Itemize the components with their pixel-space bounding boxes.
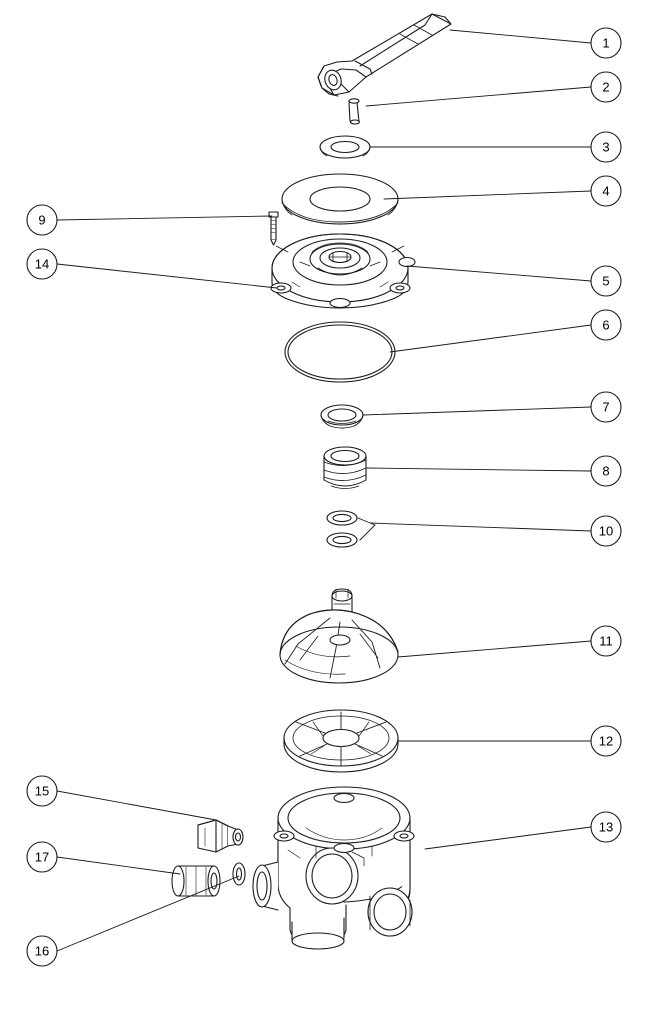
part-valve-cover-body [271,234,415,308]
callout-label-11: 11 [599,633,613,649]
part-handle-lever [318,14,451,96]
callout-label-9: 9 [38,212,46,228]
callout-label-14: 14 [34,256,50,272]
callout-label-6: 6 [602,317,610,333]
part-small-washer [320,136,370,158]
callout-label-13: 13 [598,819,614,835]
callout-label-12: 12 [598,733,614,749]
callout-label-7: 7 [602,399,610,415]
part-spring [324,447,366,489]
part-rotor-diverter [280,589,398,683]
callout-label-5: 5 [602,273,610,289]
callout-label-3: 3 [602,139,610,155]
part-large-o-ring [285,322,395,382]
callout-label-2: 2 [602,79,610,95]
part-seal-ring [321,405,363,428]
callout-label-16: 16 [34,943,50,959]
part-cover-gasket-ring [282,174,398,224]
callout-label-15: 15 [34,783,50,799]
part-sight-glass-bushing [172,866,220,896]
part-drain-plug [198,820,243,852]
callout-label-8: 8 [602,463,610,479]
callout-label-17: 17 [34,849,50,865]
callout-label-10: 10 [598,523,614,539]
part-spider-gasket [284,710,398,772]
part-screw [269,212,278,245]
callout-label-1: 1 [602,35,610,51]
part-o-ring-pair [327,511,357,547]
part-plug-o-ring [233,863,245,885]
part-handle-pin [349,99,360,124]
part-valve-housing-body [253,787,414,949]
callout-label-4: 4 [602,183,610,199]
